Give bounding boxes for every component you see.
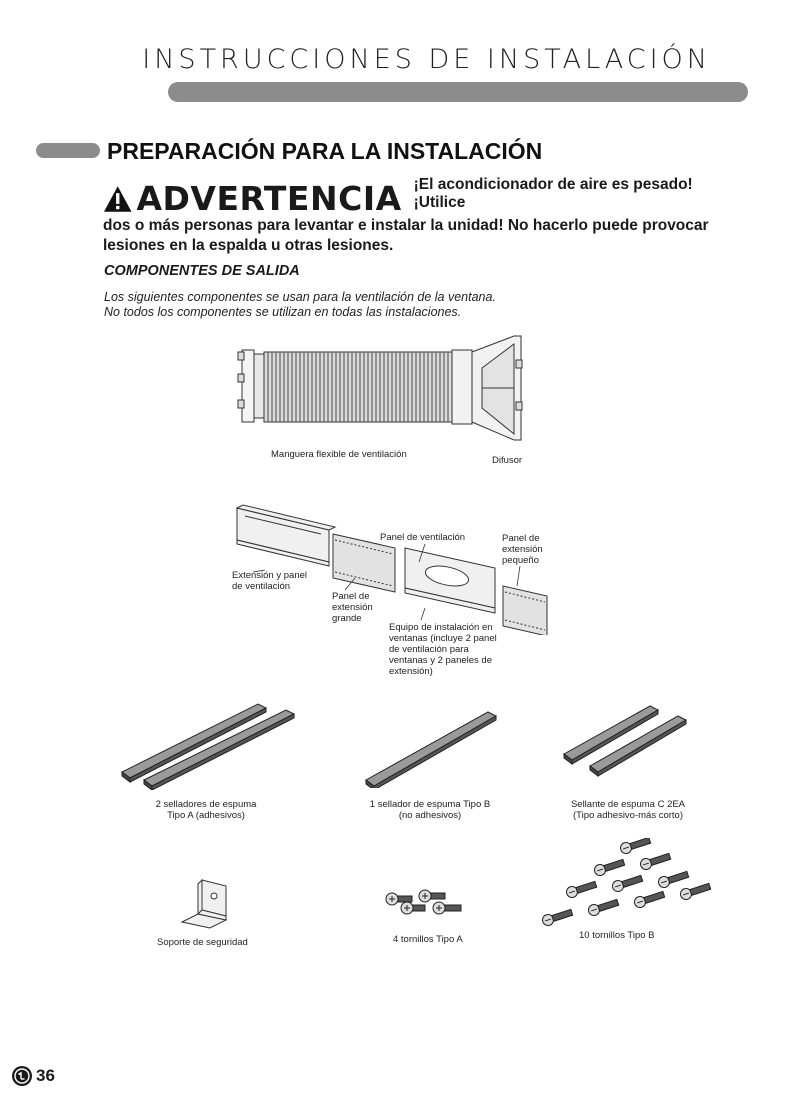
- screws-b-label: 10 tornillos Tipo B: [579, 930, 655, 941]
- small-ext-panel-label-line: extensión: [502, 544, 543, 555]
- page-footer: [12, 1066, 55, 1086]
- components-heading: COMPONENTES DE SALIDA: [104, 263, 300, 279]
- intro-line-1: Los siguientes componentes se usan para la ventilación de la ventana.: [104, 290, 496, 304]
- intro-line-2: No todos los componentes se utilizan en todas las instalaciones.: [104, 305, 462, 319]
- large-ext-panel-label-line: Panel de: [332, 591, 370, 602]
- section-marker: [36, 143, 100, 158]
- warning-triangle-icon: [103, 185, 132, 213]
- foam-seal-a-illustration: [118, 700, 298, 790]
- small-ext-panel-label: [502, 533, 543, 566]
- foam-c-label-line: (Tipo adhesivo-más corto): [573, 810, 683, 821]
- large-ext-panel-label-line: grande: [332, 613, 362, 624]
- window-kit-label-line: extensión): [389, 666, 433, 677]
- screws-type-a-illustration: [383, 886, 465, 920]
- safety-bracket-illustration: [180, 876, 236, 932]
- ext-vent-panel-label-line: de ventilación: [232, 581, 291, 592]
- screws-a-label: 4 tornillos Tipo A: [393, 934, 463, 945]
- foam-a-label: [136, 799, 276, 821]
- diffuser-label: Difusor: [492, 455, 523, 466]
- small-ext-panel-label-line: Panel de: [502, 533, 540, 544]
- lg-logo-icon: [12, 1066, 32, 1086]
- warning-text-line3: lesiones en la espalda u otras lesiones.: [103, 237, 394, 254]
- window-panels-illustration: [225, 500, 555, 635]
- components-intro: [104, 290, 496, 320]
- foam-a-label-line: 2 selladores de espuma: [155, 799, 257, 810]
- header-bar: [168, 82, 748, 102]
- foam-b-label-line: 1 sellador de espuma Tipo B: [369, 799, 491, 810]
- warning-block: [103, 176, 743, 256]
- large-ext-panel-label: [332, 591, 373, 624]
- window-kit-label-line: ventanas (incluye 2 panel: [389, 633, 497, 644]
- foam-seal-c-illustration: [560, 702, 695, 777]
- foam-a-label-line: Tipo A (adhesivos): [167, 810, 245, 821]
- window-kit-label-line: de ventilación para: [389, 644, 469, 655]
- bracket-label: Soporte de seguridad: [157, 937, 248, 948]
- ext-vent-panel-label: [232, 570, 307, 592]
- hose-label: Manguera flexible de ventilación: [271, 449, 407, 460]
- page-header-title: INSTRUCCIONES DE INSTALACIÓN: [142, 44, 711, 75]
- window-kit-label: [389, 622, 497, 677]
- window-kit-label-line: ventanas y 2 paneles de: [389, 655, 492, 666]
- small-ext-panel-label-line: pequeño: [502, 555, 539, 566]
- foam-c-label-line: Sellante de espuma C 2EA: [570, 799, 686, 810]
- warning-word: ADVERTENCIA: [136, 179, 402, 218]
- screws-type-b-illustration: [540, 838, 720, 930]
- section-title: PREPARACIÓN PARA LA INSTALACIÓN: [107, 138, 543, 164]
- vent-hose-diffuser-illustration: [236, 330, 536, 445]
- foam-c-label: [553, 799, 703, 821]
- window-kit-label-line: Equipo de instalación en: [389, 622, 493, 633]
- page-number: 36: [36, 1066, 55, 1085]
- vent-panel-label: Panel de ventilación: [380, 532, 466, 543]
- foam-seal-b-illustration: [362, 708, 502, 788]
- foam-b-label-line: (no adhesivos): [398, 810, 462, 821]
- large-ext-panel-label-line: extensión: [332, 602, 373, 613]
- warning-text-line2: dos o más personas para levantar e instalar la unidad! No hacerlo puede provocar: [103, 217, 709, 234]
- ext-vent-panel-label-line: Extensión y panel: [232, 570, 307, 581]
- foam-b-label: [355, 799, 505, 821]
- warning-text-lead: ¡El acondicionador de aire es pesado! ¡Utilice: [413, 176, 693, 211]
